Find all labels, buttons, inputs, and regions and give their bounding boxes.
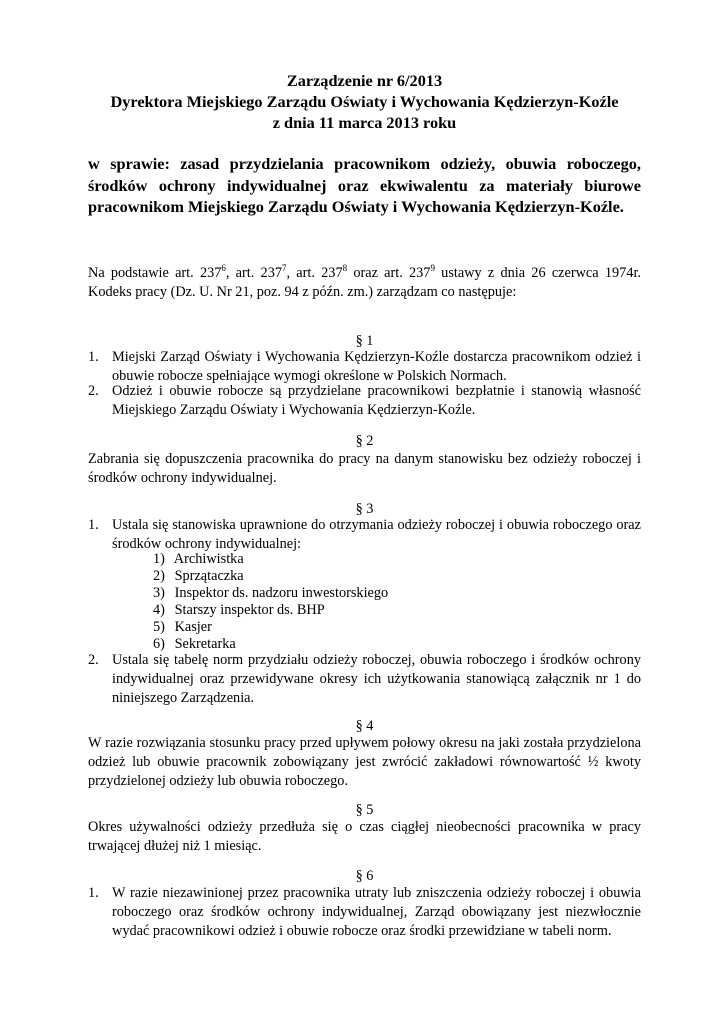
section-3-item-2: 2. Ustala się tabelę norm przydziału odzieży roboczej, obuwia roboczego i środków ochrony indywidualnej oraz przewidywane okresy ich użytkowania stanowiącą załącznik nr 1 do niniejszego Zarządzenia.: [88, 652, 641, 706]
section-2-text: Zabrania się dopuszczenia pracownika do pracy na danym stanowisku bez odzieży roboczej i środków ochrony indywidualnej.: [88, 451, 641, 486]
section-2-heading: § 2: [355, 433, 374, 449]
section-4-text: W razie rozwiązania stosunku pracy przed upływem połowy okresu na jaki została przydzielona odzież lub obuwie pracownik zobowiązany jest zwrócić zakładowi równowartość ½ kwoty przydzielonej odzieży lub obuwia roboczego.: [88, 735, 641, 789]
section-6-heading: § 6: [355, 868, 374, 884]
position-item: 5) Kasjer: [153, 619, 212, 635]
section-4-heading: § 4: [355, 718, 374, 734]
position-item: 1) Archiwistka: [153, 551, 244, 567]
document-date: z dnia 11 marca 2013 roku: [272, 113, 457, 132]
document-issuer: Dyrektora Miejskiego Zarządu Oświaty i Wychowania Kędzierzyn-Koźle: [110, 92, 619, 111]
position-item: 6) Sekretarka: [153, 636, 236, 652]
section-1-item-1: 1. Miejski Zarząd Oświaty i Wychowania Kędzierzyn-Koźle dostarcza pracownikom odzież i obuwie robocze spełniające wymogi określone w Polskich Normach.: [88, 349, 641, 384]
section-5-text: Okres używalności odzieży przedłuża się o czas ciągłej nieobecności pracownika w pracy trwającej dłużej niż 1 miesiąc.: [88, 819, 641, 854]
section-1-item-2: 2. Odzież i obuwie robocze są przydzielane pracownikowi bezpłatnie i stanowią własność Miejskiego Zarządu Oświaty i Wychowania Kędzierzyn-Koźle.: [88, 383, 641, 418]
section-1-heading: § 1: [355, 333, 374, 349]
section-3-item-1: 1. Ustala się stanowiska uprawnione do otrzymania odzieży roboczej i obuwia roboczego oraz środków ochrony indywidualnej:: [88, 517, 641, 552]
legal-basis-paragraph: Na podstawie art. $237^6$, art. $237^7$, art. $237^8$ oraz art. $237^9$ ustawy z dnia 26 czerwca 1974r. Kodeks pracy (Dz. U. Nr 21, poz. 94 z późn. zm.) zarządzam co następuje:: [88, 263, 641, 300]
section-6-item-1: 1. W razie niezawinionej przez pracownika utraty lub zniszczenia odzieży roboczej i obuwia roboczego oraz środków ochrony indywidualnej, Zarząd obowiązany jest niezwłocznie wydać pracownikowi odzież i obuwie robocze oraz środki przewidziane w tabeli norm.: [88, 885, 641, 939]
position-item: 4) Starszy inspektor ds. BHP: [153, 602, 325, 618]
position-item: 2) Sprzątaczka: [153, 568, 244, 584]
section-3-heading: § 3: [355, 501, 374, 517]
document-subject: w sprawie: zasad przydzielania pracownikom odzieży, obuwia roboczego, środków ochrony indywidualnej oraz ekwiwalentu za materiały biurowe pracownikom Miejskiego Zarządu Oświaty i Wychowania Kędzierzyn-Koźle.: [88, 154, 641, 216]
section-5-heading: § 5: [355, 802, 374, 818]
document-title: Zarządzenie nr 6/2013: [286, 71, 443, 90]
position-item: 3) Inspektor ds. nadzoru inwestorskiego: [153, 585, 389, 601]
